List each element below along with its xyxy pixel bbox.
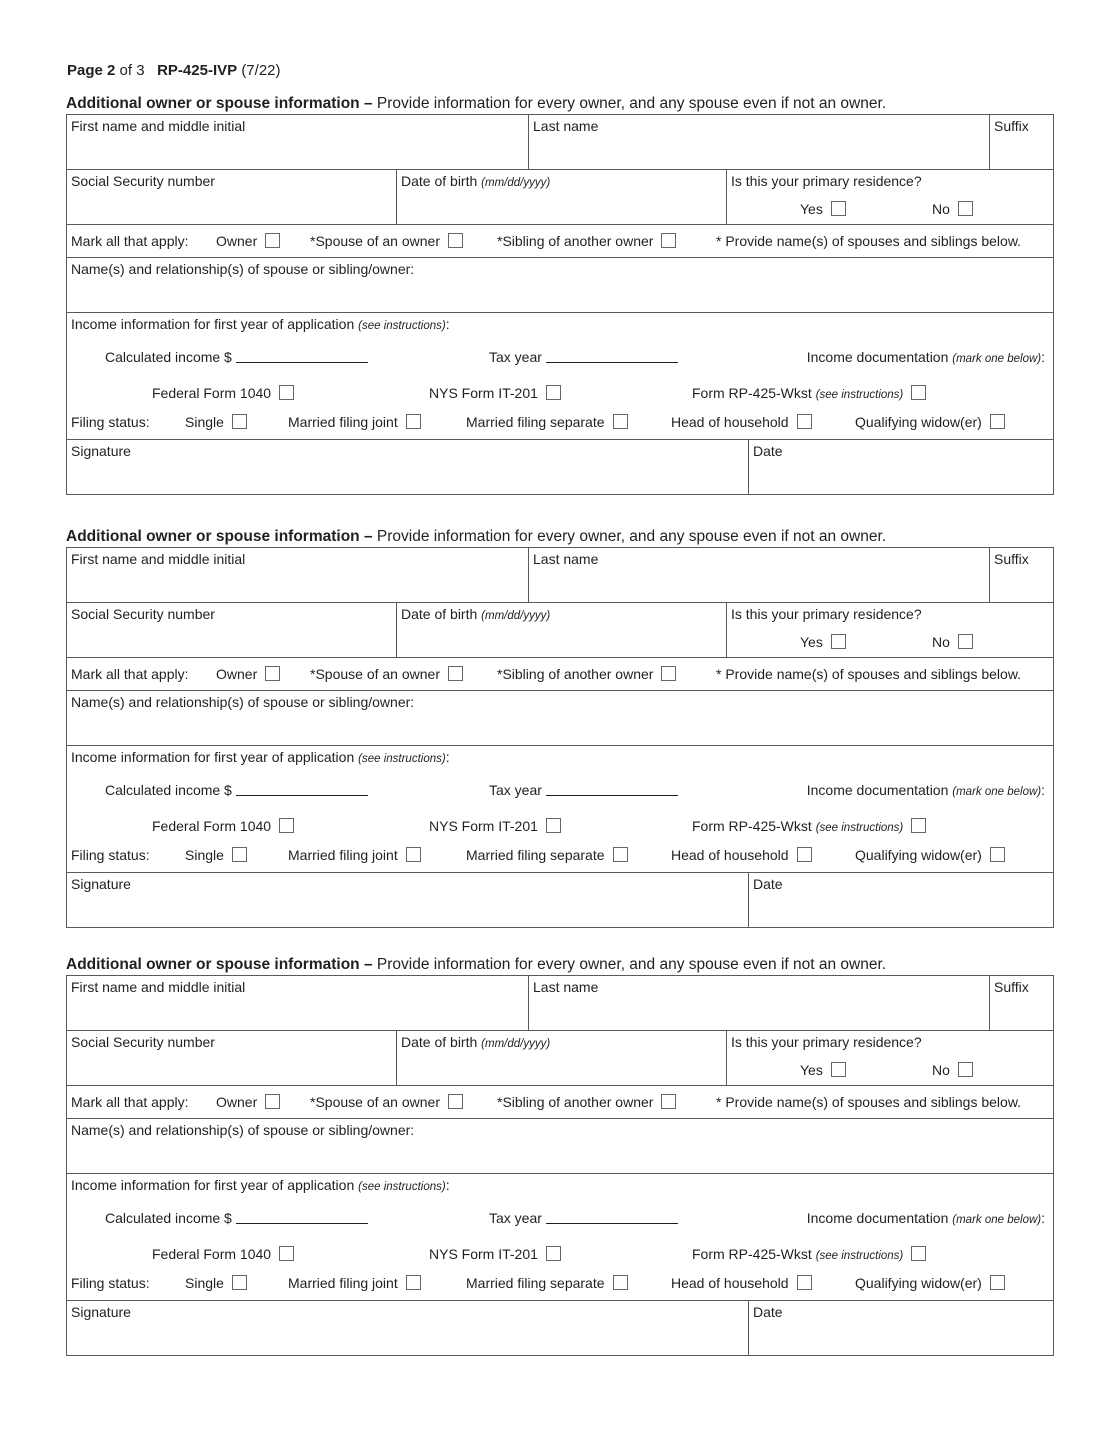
suffix-input[interactable] <box>994 141 1049 165</box>
income-doc-label: Income documentation (mark one below): <box>806 1210 1045 1226</box>
owner-form-table <box>66 114 1054 495</box>
suffix-field[interactable] <box>989 115 1053 169</box>
date-input[interactable] <box>753 466 1049 490</box>
dob-input[interactable] <box>401 196 722 220</box>
first-name-field[interactable] <box>67 976 528 1030</box>
federal-1040-option[interactable]: Federal Form 1040 <box>152 818 294 834</box>
relationship-row[interactable] <box>67 258 1053 313</box>
signature-input[interactable] <box>71 899 744 923</box>
nys-it201-option[interactable]: NYS Form IT-201 <box>429 818 561 834</box>
nys-it201-checkbox[interactable] <box>546 1246 561 1261</box>
primary-residence-field <box>726 1031 1053 1085</box>
ssn-input[interactable] <box>71 1057 392 1081</box>
residence-yes-checkbox[interactable] <box>831 634 846 649</box>
hoh-option[interactable]: Head of household <box>671 414 812 430</box>
rp425-wkst-checkbox[interactable] <box>911 818 926 833</box>
mfj-checkbox[interactable] <box>406 414 421 429</box>
signature-input[interactable] <box>71 1327 744 1351</box>
name-row <box>67 115 1053 170</box>
dob-label: Date of birth (mm/dd/yyyy) <box>401 1034 551 1050</box>
spouse-checkbox[interactable] <box>448 1094 463 1109</box>
tax-year-line[interactable] <box>546 783 678 796</box>
sibling-checkbox[interactable] <box>661 233 676 248</box>
hoh-checkbox[interactable] <box>797 1275 812 1290</box>
calculated-income-line[interactable] <box>236 1211 368 1224</box>
mark-all-label: Mark all that apply: <box>71 1094 189 1110</box>
primary-residence-label: Is this your primary residence? <box>731 1034 922 1050</box>
income-doc-label: Income documentation (mark one below): <box>806 782 1045 798</box>
sibling-option[interactable]: *Sibling of another owner <box>497 233 676 249</box>
suffix-label: Suffix <box>994 551 1029 567</box>
single-option[interactable]: Single <box>185 414 247 430</box>
last-name-field[interactable] <box>528 548 989 602</box>
form-revision: (7/22) <box>241 62 281 79</box>
section-heading: Additional owner or spouse information – Provide information for every owner, and any spouse even if not an owner. <box>66 528 887 545</box>
last-name-input[interactable] <box>533 574 985 598</box>
owner-checkbox[interactable] <box>265 1094 280 1109</box>
name-row <box>67 548 1053 603</box>
ssn-row <box>67 1031 1053 1086</box>
signature-label: Signature <box>71 876 131 892</box>
sibling-option[interactable]: *Sibling of another owner <box>497 666 676 682</box>
federal-1040-option[interactable]: Federal Form 1040 <box>152 385 294 401</box>
spouse-option[interactable]: *Spouse of an owner <box>310 233 463 249</box>
rp425-wkst-option[interactable]: Form RP-425-Wkst (see instructions) <box>692 818 926 834</box>
date-field[interactable] <box>748 873 1053 927</box>
single-checkbox[interactable] <box>232 1275 247 1290</box>
single-option[interactable]: Single <box>185 847 247 863</box>
mfj-checkbox[interactable] <box>406 1275 421 1290</box>
residence-yes-option[interactable]: Yes <box>800 634 846 650</box>
nys-it201-option[interactable]: NYS Form IT-201 <box>429 385 561 401</box>
income-info-label: Income information for first year of application (see instructions): <box>71 749 450 765</box>
page-header <box>67 62 281 79</box>
single-option[interactable]: Single <box>185 1275 247 1291</box>
first-name-label: First name and middle initial <box>71 551 246 567</box>
owner-checkbox[interactable] <box>265 666 280 681</box>
sibling-checkbox[interactable] <box>661 666 676 681</box>
suffix-input[interactable] <box>994 574 1049 598</box>
relationship-label: Name(s) and relationship(s) of spouse or sibling/owner: <box>71 261 415 277</box>
mfj-checkbox[interactable] <box>406 847 421 862</box>
dob-input[interactable] <box>401 629 722 653</box>
first-name-label: First name and middle initial <box>71 118 246 134</box>
mfs-checkbox[interactable] <box>613 1275 628 1290</box>
calculated-income-line[interactable] <box>236 783 368 796</box>
provide-names-note: * Provide name(s) of spouses and siblings below. <box>716 1094 1022 1110</box>
ssn-row <box>67 170 1053 225</box>
dob-label: Date of birth (mm/dd/yyyy) <box>401 606 551 622</box>
section-heading: Additional owner or spouse information – Provide information for every owner, and any spouse even if not an owner. <box>66 95 887 112</box>
provide-names-note: * Provide name(s) of spouses and siblings below. <box>716 666 1022 682</box>
name-row <box>67 976 1053 1031</box>
date-field[interactable] <box>748 440 1053 494</box>
filing-status-label: Filing status: <box>71 414 150 430</box>
primary-residence-field <box>726 170 1053 224</box>
ssn-field[interactable] <box>67 603 396 657</box>
sibling-option[interactable]: *Sibling of another owner <box>497 1094 676 1110</box>
income-info-label: Income information for first year of application (see instructions): <box>71 316 450 332</box>
federal-1040-option[interactable]: Federal Form 1040 <box>152 1246 294 1262</box>
income-row <box>67 313 1053 440</box>
signature-field[interactable] <box>67 873 748 927</box>
single-checkbox[interactable] <box>232 414 247 429</box>
widow-option[interactable]: Qualifying widow(er) <box>855 847 1005 863</box>
nys-it201-option[interactable]: NYS Form IT-201 <box>429 1246 561 1262</box>
signature-field[interactable] <box>67 440 748 494</box>
hoh-option[interactable]: Head of household <box>671 1275 812 1291</box>
mfs-option[interactable]: Married filing separate <box>466 414 628 430</box>
sibling-checkbox[interactable] <box>661 1094 676 1109</box>
tax-year-field[interactable]: Tax year <box>489 1210 678 1226</box>
residence-no-checkbox[interactable] <box>958 1062 973 1077</box>
income-row <box>67 746 1053 873</box>
relationship-input[interactable] <box>71 717 1049 741</box>
rp425-wkst-option[interactable]: Form RP-425-Wkst (see instructions) <box>692 1246 926 1262</box>
relationship-row[interactable] <box>67 1119 1053 1174</box>
mfs-checkbox[interactable] <box>613 414 628 429</box>
residence-yes-option[interactable]: Yes <box>800 201 846 217</box>
date-input[interactable] <box>753 899 1049 923</box>
spouse-option[interactable]: *Spouse of an owner <box>310 1094 463 1110</box>
provide-names-note: * Provide name(s) of spouses and siblings below. <box>716 233 1022 249</box>
mfs-checkbox[interactable] <box>613 847 628 862</box>
residence-yes-option[interactable]: Yes <box>800 1062 846 1078</box>
page-total: of 3 <box>119 62 145 79</box>
suffix-label: Suffix <box>994 118 1029 134</box>
residence-yes-checkbox[interactable] <box>831 201 846 216</box>
suffix-field[interactable] <box>989 548 1053 602</box>
section-heading: Additional owner or spouse information – Provide information for every owner, and any spouse even if not an owner. <box>66 956 887 973</box>
widow-checkbox[interactable] <box>990 1275 1005 1290</box>
mark-all-label: Mark all that apply: <box>71 666 189 682</box>
spouse-option[interactable]: *Spouse of an owner <box>310 666 463 682</box>
mfs-option[interactable]: Married filing separate <box>466 847 628 863</box>
signature-row <box>67 873 1053 927</box>
suffix-label: Suffix <box>994 979 1029 995</box>
residence-no-option[interactable]: No <box>932 1062 973 1078</box>
first-name-input[interactable] <box>71 1002 524 1026</box>
owner-option[interactable]: Owner <box>216 666 280 682</box>
federal-1040-checkbox[interactable] <box>279 818 294 833</box>
ssn-label: Social Security number <box>71 606 215 622</box>
hoh-option[interactable]: Head of household <box>671 847 812 863</box>
signature-row <box>67 440 1053 494</box>
residence-yes-checkbox[interactable] <box>831 1062 846 1077</box>
date-label: Date <box>753 876 783 892</box>
relationship-label: Name(s) and relationship(s) of spouse or sibling/owner: <box>71 1122 415 1138</box>
relationship-label: Name(s) and relationship(s) of spouse or sibling/owner: <box>71 694 415 710</box>
primary-residence-label: Is this your primary residence? <box>731 606 922 622</box>
federal-1040-checkbox[interactable] <box>279 385 294 400</box>
hoh-checkbox[interactable] <box>797 414 812 429</box>
ssn-field[interactable] <box>67 1031 396 1085</box>
ssn-field[interactable] <box>67 170 396 224</box>
rp425-wkst-option[interactable]: Form RP-425-Wkst (see instructions) <box>692 385 926 401</box>
mark-all-row <box>67 658 1053 691</box>
owner-form-table <box>66 547 1054 928</box>
first-name-label: First name and middle initial <box>71 979 246 995</box>
date-label: Date <box>753 1304 783 1320</box>
primary-residence-label: Is this your primary residence? <box>731 173 922 189</box>
ssn-label: Social Security number <box>71 1034 215 1050</box>
last-name-label: Last name <box>533 979 599 995</box>
owner-option[interactable]: Owner <box>216 1094 280 1110</box>
calculated-income-field[interactable]: Calculated income $ <box>105 1210 368 1226</box>
rp425-wkst-checkbox[interactable] <box>911 385 926 400</box>
last-name-label: Last name <box>533 118 599 134</box>
signature-field[interactable] <box>67 1301 748 1355</box>
last-name-label: Last name <box>533 551 599 567</box>
widow-option[interactable]: Qualifying widow(er) <box>855 414 1005 430</box>
mark-all-row <box>67 225 1053 258</box>
nys-it201-checkbox[interactable] <box>546 818 561 833</box>
federal-1040-checkbox[interactable] <box>279 1246 294 1261</box>
hoh-checkbox[interactable] <box>797 847 812 862</box>
residence-no-option[interactable]: No <box>932 201 973 217</box>
income-doc-label: Income documentation (mark one below): <box>806 349 1045 365</box>
signature-input[interactable] <box>71 466 744 490</box>
spouse-checkbox[interactable] <box>448 233 463 248</box>
ssn-input[interactable] <box>71 629 392 653</box>
tax-year-field[interactable]: Tax year <box>489 782 678 798</box>
suffix-input[interactable] <box>994 1002 1049 1026</box>
first-name-field[interactable] <box>67 548 528 602</box>
page-word: Page <box>67 62 103 79</box>
nys-it201-checkbox[interactable] <box>546 385 561 400</box>
tax-year-line[interactable] <box>546 350 678 363</box>
income-info-label: Income information for first year of application (see instructions): <box>71 1177 450 1193</box>
first-name-field[interactable] <box>67 115 528 169</box>
first-name-input[interactable] <box>71 574 524 598</box>
signature-label: Signature <box>71 443 131 459</box>
dob-field[interactable] <box>396 170 726 224</box>
relationship-row[interactable] <box>67 691 1053 746</box>
widow-option[interactable]: Qualifying widow(er) <box>855 1275 1005 1291</box>
residence-no-option[interactable]: No <box>932 634 973 650</box>
relationship-input[interactable] <box>71 1145 1049 1169</box>
mark-all-label: Mark all that apply: <box>71 233 189 249</box>
dob-field[interactable] <box>396 1031 726 1085</box>
mfj-option[interactable]: Married filing joint <box>288 847 421 863</box>
last-name-input[interactable] <box>533 141 985 165</box>
income-row <box>67 1174 1053 1301</box>
ssn-label: Social Security number <box>71 173 215 189</box>
calculated-income-field[interactable]: Calculated income $ <box>105 782 368 798</box>
mfj-option[interactable]: Married filing joint <box>288 1275 421 1291</box>
mfs-option[interactable]: Married filing separate <box>466 1275 628 1291</box>
filing-status-label: Filing status: <box>71 847 150 863</box>
ssn-row <box>67 603 1053 658</box>
primary-residence-field <box>726 603 1053 657</box>
owner-option[interactable]: Owner <box>216 233 280 249</box>
date-input[interactable] <box>753 1327 1049 1351</box>
signature-row <box>67 1301 1053 1355</box>
rp425-wkst-checkbox[interactable] <box>911 1246 926 1261</box>
page-number: 2 <box>107 62 116 79</box>
date-field[interactable] <box>748 1301 1053 1355</box>
widow-checkbox[interactable] <box>990 414 1005 429</box>
residence-no-checkbox[interactable] <box>958 634 973 649</box>
date-label: Date <box>753 443 783 459</box>
calculated-income-line[interactable] <box>236 350 368 363</box>
form-id: RP-425-IVP <box>157 62 238 79</box>
mark-all-row <box>67 1086 1053 1119</box>
dob-label: Date of birth (mm/dd/yyyy) <box>401 173 551 189</box>
residence-no-checkbox[interactable] <box>958 201 973 216</box>
last-name-field[interactable] <box>528 115 989 169</box>
single-checkbox[interactable] <box>232 847 247 862</box>
suffix-field[interactable] <box>989 976 1053 1030</box>
tax-year-field[interactable]: Tax year <box>489 349 678 365</box>
widow-checkbox[interactable] <box>990 847 1005 862</box>
last-name-field[interactable] <box>528 976 989 1030</box>
dob-field[interactable] <box>396 603 726 657</box>
first-name-input[interactable] <box>71 141 524 165</box>
filing-status-label: Filing status: <box>71 1275 150 1291</box>
calculated-income-field[interactable]: Calculated income $ <box>105 349 368 365</box>
mfj-option[interactable]: Married filing joint <box>288 414 421 430</box>
last-name-input[interactable] <box>533 1002 985 1026</box>
owner-form-table <box>66 975 1054 1356</box>
ssn-input[interactable] <box>71 196 392 220</box>
tax-year-line[interactable] <box>546 1211 678 1224</box>
signature-label: Signature <box>71 1304 131 1320</box>
owner-checkbox[interactable] <box>265 233 280 248</box>
dob-input[interactable] <box>401 1057 722 1081</box>
relationship-input[interactable] <box>71 284 1049 308</box>
spouse-checkbox[interactable] <box>448 666 463 681</box>
